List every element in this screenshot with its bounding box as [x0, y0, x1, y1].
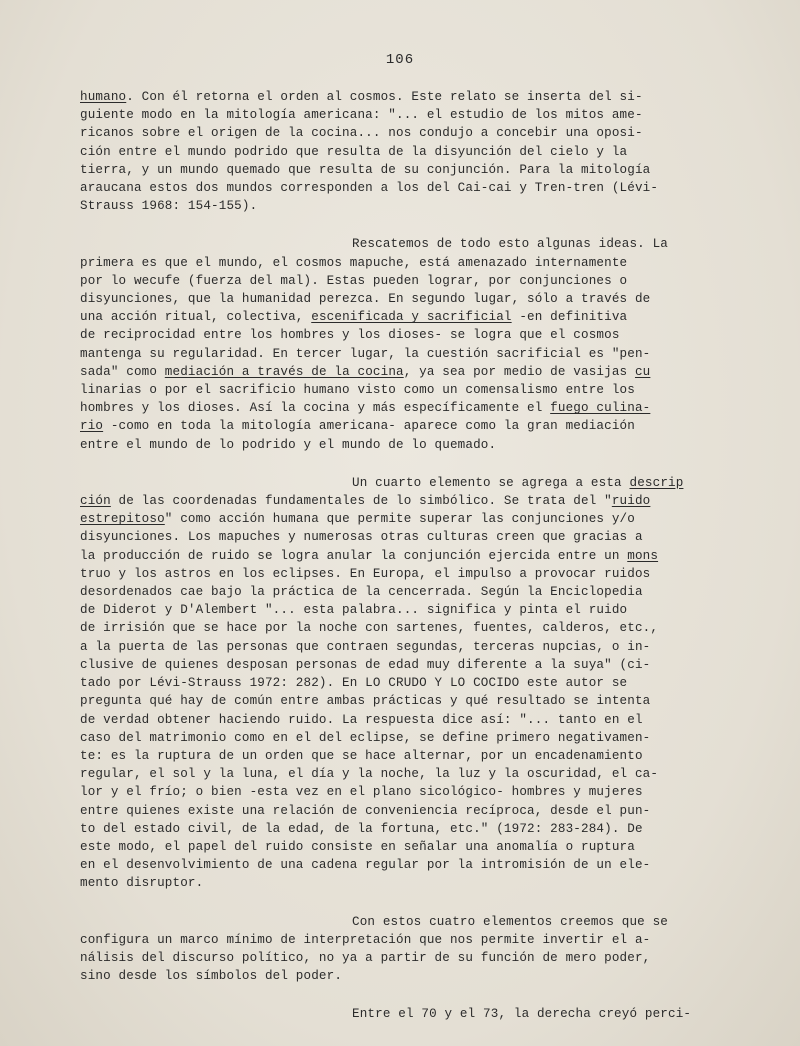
text-line — [80, 510, 736, 528]
paragraph — [80, 88, 736, 215]
text-line — [80, 856, 736, 874]
text-line — [80, 106, 736, 124]
text-line — [80, 913, 736, 931]
text-line — [80, 308, 736, 326]
text-line — [80, 290, 736, 308]
underlined-text: rio — [80, 419, 104, 434]
paragraph — [80, 474, 736, 893]
underlined-text: mediación a través de la cocina — [164, 364, 404, 379]
text-segment: , ya sea por medio de vasijas — [403, 364, 635, 379]
text-line — [80, 1005, 736, 1023]
text-line — [80, 197, 736, 215]
text-line — [80, 747, 736, 765]
text-line — [80, 601, 736, 619]
text-segment: sino desde los símbolos del poder. — [80, 969, 343, 984]
text-line — [80, 674, 736, 692]
text-segment: . Con él retorna el orden al cosmos. Este relato se inserta del si- — [126, 90, 643, 104]
text-line — [80, 143, 736, 161]
text-segment: -como en toda la mitología americana- aparece como la gran mediación — [103, 419, 635, 434]
text-segment: en el desenvolvimiento de una cadena regular por la intromisión de un ele- — [80, 858, 651, 873]
text-segment: truo y los astros en los eclipses. En Europa, el impulso a provocar ruidos — [80, 566, 651, 581]
page-number: 106 — [385, 52, 415, 68]
text-segment: disyunciones. Los mapuches y numerosas otras culturas creen que gracias a — [80, 530, 643, 545]
paragraph — [80, 235, 736, 453]
text-line — [80, 729, 736, 747]
text-line — [80, 363, 736, 381]
underlined-text: fuego culina- — [550, 401, 651, 416]
text-line — [80, 272, 736, 290]
text-segment: la producción de ruido se logra anular la conjunción ejercida entre un — [80, 548, 628, 563]
body-text — [80, 88, 736, 1044]
text-line — [80, 179, 736, 197]
text-line — [80, 492, 736, 510]
text-segment: de verdad obtener haciendo ruido. La respuesta dice así: "... tanto en el — [80, 712, 643, 727]
text-line — [80, 345, 736, 363]
text-line — [80, 820, 736, 838]
text-line — [80, 949, 736, 967]
text-line — [80, 161, 736, 179]
text-segment: una acción ritual, colectiva, — [80, 310, 312, 325]
text-segment: " como acción humana que permite superar las conjunciones y/o — [164, 512, 635, 527]
text-line — [80, 399, 736, 417]
text-line — [80, 326, 736, 344]
text-segment: Entre el 70 y el 73, la derecha creyó perci- — [352, 1007, 692, 1022]
text-segment: entre el mundo de lo podrido y el mundo de lo quemado. — [80, 437, 497, 452]
underlined-text: humano — [80, 90, 127, 104]
text-segment: linarias o por el sacrificio humano visto como un comensalismo entre los — [80, 383, 635, 398]
text-segment: a la puerta de las personas que contraen segundas, terceras nupcias, o in- — [80, 639, 651, 654]
text-line — [80, 528, 736, 546]
underlined-text: ción — [80, 494, 111, 509]
text-line — [80, 619, 736, 637]
text-line — [80, 381, 736, 399]
text-line — [80, 583, 736, 601]
text-line — [80, 547, 736, 565]
text-segment: to del estado civil, de la edad, de la fortuna, etc." (1972: 283-284). De — [80, 821, 643, 836]
text-line — [80, 88, 736, 106]
text-segment: Un cuarto elemento se agrega a esta — [352, 475, 630, 490]
text-line — [80, 254, 736, 272]
text-segment: tado por Lévi-Strauss 1972: 282). En LO CRUDO Y LO COCIDO este autor se — [80, 676, 628, 691]
text-segment: entre quienes existe una relación de conveniencia recíproca, desde el pun- — [80, 803, 651, 818]
text-segment: nálisis del discurso político, no ya a partir de su función de mero poder, — [80, 950, 651, 965]
text-segment: desordenados cae bajo la práctica de la cencerrada. Según la Enciclopedia — [80, 585, 643, 600]
text-segment: de irrisión que se hace por la noche con sartenes, fuentes, calderos, etc., — [80, 621, 659, 636]
text-segment: araucana estos dos mundos corresponden a los del Cai-cai y Tren-tren (Lévi- — [80, 181, 659, 196]
text-segment: Strauss 1968: 154-155). — [80, 199, 258, 214]
underlined-text: mons — [627, 548, 659, 563]
text-line — [80, 565, 736, 583]
text-segment: ricanos sobre el origen de la cocina... nos condujo a concebir una oposi- — [80, 126, 643, 141]
text-line — [80, 967, 736, 985]
text-segment: este modo, el papel del ruido consiste en señalar una anomalía o ruptura — [80, 839, 635, 854]
text-line — [80, 692, 736, 710]
text-segment: Rescatemos de todo esto algunas ideas. La — [352, 237, 669, 252]
text-segment: caso del matrimonio como en el del eclipse, se define primero negativamen- — [80, 730, 651, 745]
text-segment: mento disruptor. — [80, 876, 204, 891]
text-segment: ción entre el mundo podrido que resulta de la disyunción del cielo y la — [80, 144, 628, 159]
text-segment: regular, el sol y la luna, el día y la noche, la luz y la oscuridad, el ca- — [80, 767, 659, 782]
paragraph — [80, 1005, 736, 1023]
text-line — [80, 931, 736, 949]
text-line — [80, 124, 736, 142]
text-segment: Con estos cuatro elementos creemos que se — [352, 914, 669, 929]
underlined-text: ruido — [611, 494, 651, 509]
text-segment: tierra, y un mundo quemado que resulta de su conjunción. Para la mitología — [80, 162, 651, 177]
text-segment: por lo wecufe (fuerza del mal). Estas pueden lograr, por conjunciones o — [80, 273, 628, 288]
text-line — [80, 638, 736, 656]
text-segment: te: es la ruptura de un orden que se hace alternar, por un encadenamiento — [80, 748, 643, 763]
text-line — [80, 765, 736, 783]
text-segment: sada" como — [80, 364, 165, 379]
text-line — [80, 838, 736, 856]
text-line — [80, 874, 736, 892]
underlined-text: cu — [634, 364, 651, 379]
text-segment: clusive de quienes desposan personas de edad muy diferente a la suya" (ci- — [80, 657, 651, 672]
text-line — [80, 474, 736, 492]
paragraph — [80, 913, 736, 986]
text-segment: guiente modo en la mitología americana: "... el estudio de los mitos ame- — [80, 108, 643, 123]
text-segment: primera es que el mundo, el cosmos mapuche, está amenazado internamente — [80, 255, 628, 270]
text-line — [80, 783, 736, 801]
text-line — [80, 436, 736, 454]
text-segment: pregunta qué hay de común entre ambas prácticas y qué resultado se intenta — [80, 694, 651, 709]
underlined-text: descrip — [629, 475, 684, 490]
text-line — [80, 235, 736, 253]
text-segment: de las coordenadas fundamentales de lo simbólico. Se trata del " — [110, 494, 612, 509]
text-line — [80, 711, 736, 729]
text-line — [80, 656, 736, 674]
text-segment: hombres y los dioses. Así la cocina y más específicamente el — [80, 401, 551, 416]
text-segment: mantenga su regularidad. En tercer lugar, la cuestión sacrificial es "pen- — [80, 346, 651, 361]
text-segment: configura un marco mínimo de interpretación que nos permite invertir el a- — [80, 932, 651, 947]
text-segment: -en definitiva — [511, 310, 628, 325]
text-segment: de reciprocidad entre los hombres y los dioses- se logra que el cosmos — [80, 328, 620, 343]
underlined-text: estrepitoso — [80, 512, 165, 527]
text-segment: lor y el frío; o bien -esta vez en el plano sicológico- hombres y mujeres — [80, 785, 643, 800]
text-segment: disyunciones, que la humanidad perezca. En segundo lugar, sólo a través de — [80, 292, 651, 307]
text-line — [80, 802, 736, 820]
text-line — [80, 417, 736, 435]
text-segment: de Diderot y D'Alembert "... esta palabra... significa y pinta el ruido — [80, 603, 628, 618]
underlined-text: escenificada y sacrificial — [311, 310, 512, 325]
